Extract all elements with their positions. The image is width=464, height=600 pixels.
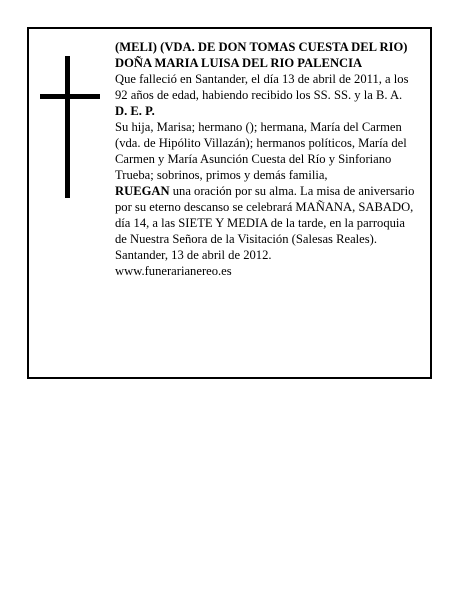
notice-text [115,39,419,279]
deceased-name: DOÑA MARIA LUISA DEL RIO PALENCIA [115,56,363,70]
cross-horizontal-bar [40,94,100,99]
latin-cross-icon [40,56,100,198]
cross-vertical-bar [65,56,70,198]
obituary-notice [27,27,432,379]
prayer-request-text: una oración por su alma. La misa de aniversario por su eterno descanso se celebrará MAÑANA, SABADO, día 14, a las SIETE Y MEDIA de la tarde, en la parroquia de Nuestra Señora de la Visitación (Salesas Reales). [115,184,415,246]
place-date: Santander, 13 de abril de 2012. [115,248,272,262]
prayer-request [115,183,419,247]
ruegan-label: RUEGAN [115,184,170,198]
dep-line: D. E. P. [115,104,155,118]
death-details: Que falleció en Santander, el día 13 de abril de 2011, a los 92 años de edad, habiendo recibido los SS. SS. y la B. A. [115,72,409,102]
website-text: www.funerarianereo.es [115,264,232,278]
family-list: Su hija, Marisa; hermano (); hermana, María del Carmen (vda. de Hipólito Villazán); hermanos políticos, María del Carmen y María Asunción Cuesta del Río y Sinforiano Trueba; sobrinos, primos y demás familia, [115,120,407,182]
notice-heading: (MELI) (VDA. DE DON TOMAS CUESTA DEL RIO) [115,40,408,54]
